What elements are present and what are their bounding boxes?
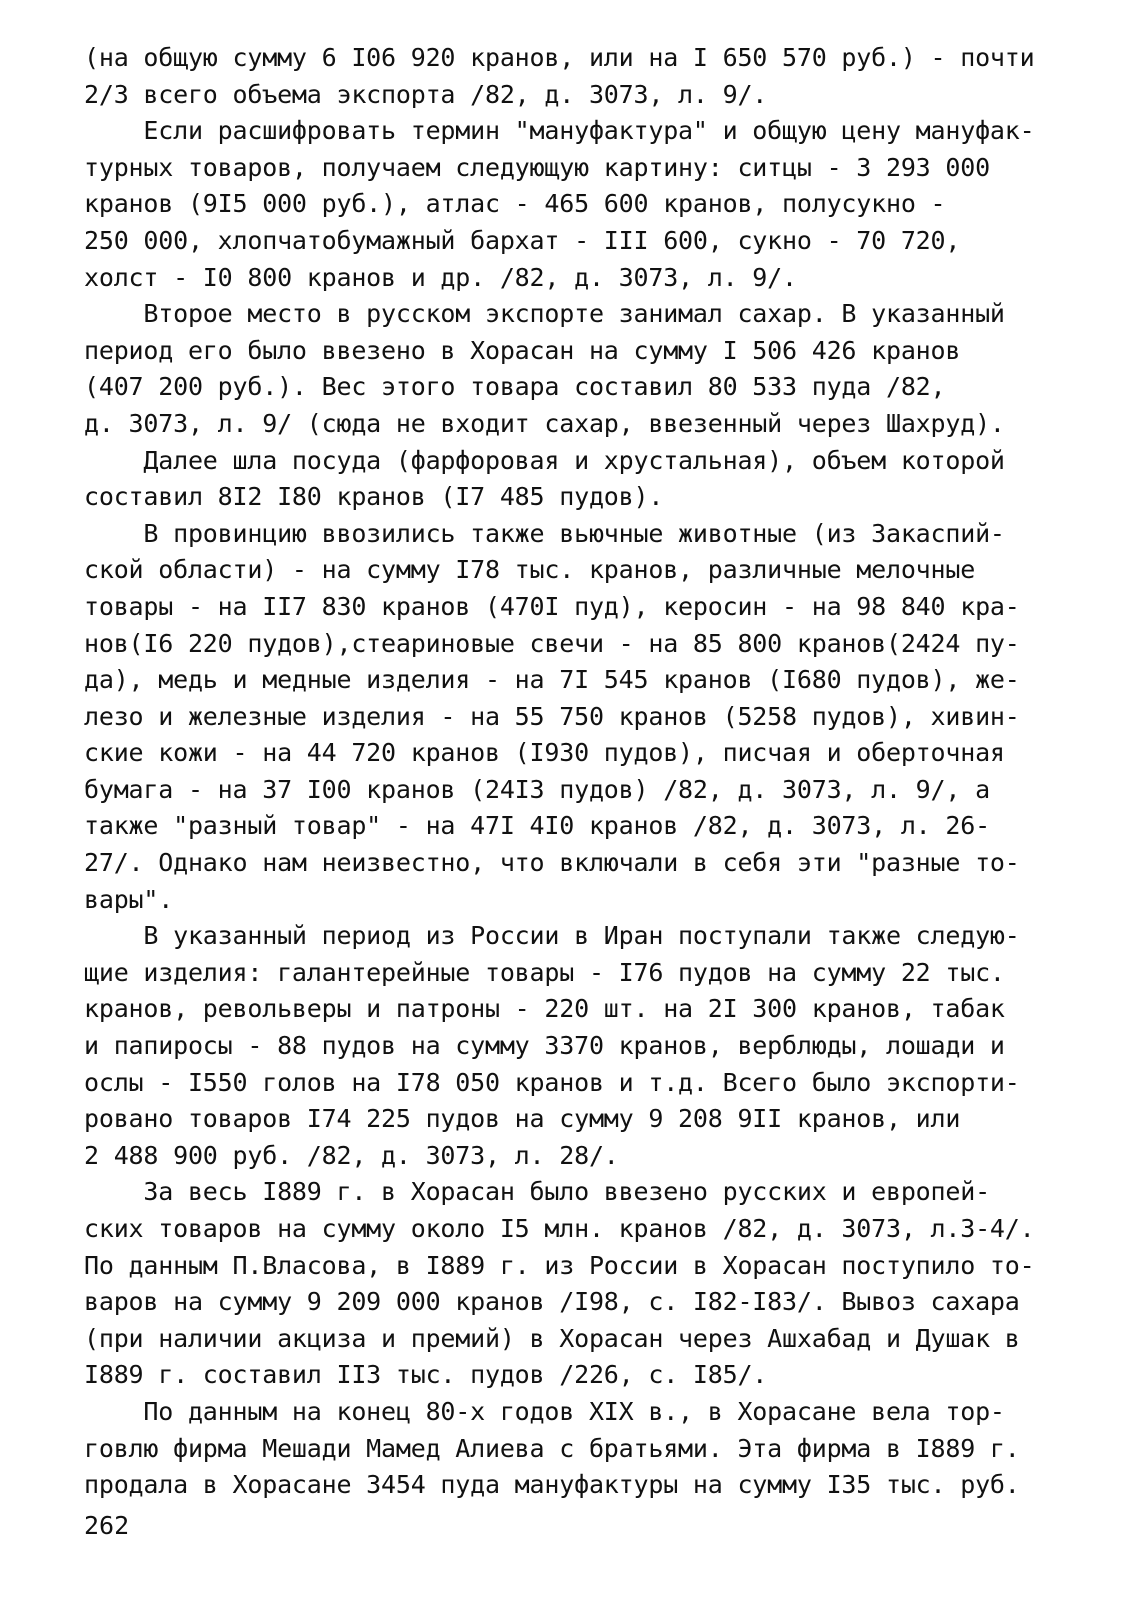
text-line: продала в Хорасане 3454 пуда мануфактуры на сумму I35 тыс. руб. <box>84 1470 1020 1500</box>
text-line: По данным П.Власова, в I889 г. из России в Хорасан поступило то- <box>84 1250 1035 1280</box>
text-line: и папиросы - 88 пудов на сумму 3370 кранов, верблюды, лошади и <box>84 1031 1005 1061</box>
text-line: также "разный товар" - на 47I 4I0 кранов /82, д. 3073, л. 26- <box>84 811 990 841</box>
text-line: говлю фирма Мешади Мамед Алиева с братьями. Эта фирма в I889 г. <box>84 1433 1020 1463</box>
text-line: За весь I889 г. в Хорасан было ввезено русских и европей- <box>84 1177 990 1207</box>
text-line: да), медь и медные изделия - на 7I 545 кранов (I680 пудов), же- <box>84 665 1020 695</box>
text-line: Второе место в русском экспорте занимал сахар. В указанный <box>84 299 1005 329</box>
text-line: По данным на конец 80-х годов XIX в., в Хорасане вела тор- <box>84 1396 1005 1426</box>
text-line: ской области) - на сумму I78 тыс. кранов, различные мелочные <box>84 555 976 585</box>
text-line: В указанный период из России в Иран поступали также следую- <box>84 921 1020 951</box>
text-line: лезо и железные изделия - на 55 750 кранов (5258 пудов), хивин- <box>84 701 1020 731</box>
text-line: щие изделия: галантерейные товары - I76 пудов на сумму 22 тыс. <box>84 957 1005 987</box>
text-line: 2 488 900 руб. /82, д. 3073, л. 28/. <box>84 1140 619 1170</box>
text-line: д. 3073, л. 9/ (сюда не входит сахар, ввезенный через Шахруд). <box>84 408 1005 438</box>
text-line: Если расшифровать термин "мануфактура" и общую цену мануфак- <box>84 116 1035 146</box>
text-line: (407 200 руб.). Вес этого товара составил 80 533 пуда /82, <box>84 372 946 402</box>
text-line: варов на сумму 9 209 000 кранов /I98, с. I82-I83/. Вывоз сахара <box>84 1287 1020 1317</box>
text-line: В провинцию ввозились также вьючные животные (из Закаспий- <box>84 518 1005 548</box>
text-line: (на общую сумму 6 I06 920 кранов, или на I 650 570 руб.) - почти <box>84 43 1035 72</box>
text-line: кранов, револьверы и патроны - 220 шт. на 2I 300 кранов, табак <box>84 994 1005 1024</box>
text-line: составил 8I2 I80 кранов (I7 485 пудов). <box>84 482 664 512</box>
text-line: ослы - I550 голов на I78 050 кранов и т.д. Всего было экспорти- <box>84 1067 1020 1097</box>
text-line: нов(I6 220 пудов),стеариновые свечи - на 85 800 кранов(2424 пу- <box>84 628 1020 658</box>
text-line: 250 000, хлопчатобумажный бархат - III 600, сукно - 70 720, <box>84 225 961 255</box>
text-line: I889 г. составил II3 тыс. пудов /226, с. I85/. <box>84 1360 768 1390</box>
text-line: период его было ввезено в Хорасан на сумму I 506 426 кранов <box>84 335 961 365</box>
text-line: холст - I0 800 кранов и др. /82, д. 3073, л. 9/. <box>84 262 797 292</box>
text-line: турных товаров, получаем следующую картину: ситцы - 3 293 000 <box>84 152 990 182</box>
text-line: Далее шла посуда (фарфоровая и хрустальная), объем которой <box>84 445 1005 475</box>
page-number: 262 <box>84 1511 130 1540</box>
text-line: бумага - на 37 I00 кранов (24I3 пудов) /82, д. 3073, л. 9/, а <box>84 774 990 804</box>
text-line: вары". <box>84 884 174 914</box>
text-line: 2/3 всего объема экспорта /82, д. 3073, л. 9/. <box>84 79 768 109</box>
text-line: ровано товаров I74 225 пудов на сумму 9 208 9II кранов, или <box>84 1104 961 1134</box>
text-line: 27/. Однако нам неизвестно, что включали в себя эти "разные то- <box>84 848 1020 878</box>
text-line: товары - на II7 830 кранов (470I пуд), керосин - на 98 840 кра- <box>84 591 1020 621</box>
text-line: ских товаров на сумму около I5 млн. кранов /82, д. 3073, л.3-4/. <box>84 1214 1035 1243</box>
text-line: (при наличии акциза и премий) в Хорасан через Ашхабад и Душак в <box>84 1323 1020 1353</box>
text-line: ские кожи - на 44 720 кранов (I930 пудов), писчая и оберточная <box>84 738 1005 768</box>
document-page <box>84 40 1064 1504</box>
text-line: кранов (9I5 000 руб.), атлас - 465 600 кранов, полусукно - <box>84 189 946 219</box>
